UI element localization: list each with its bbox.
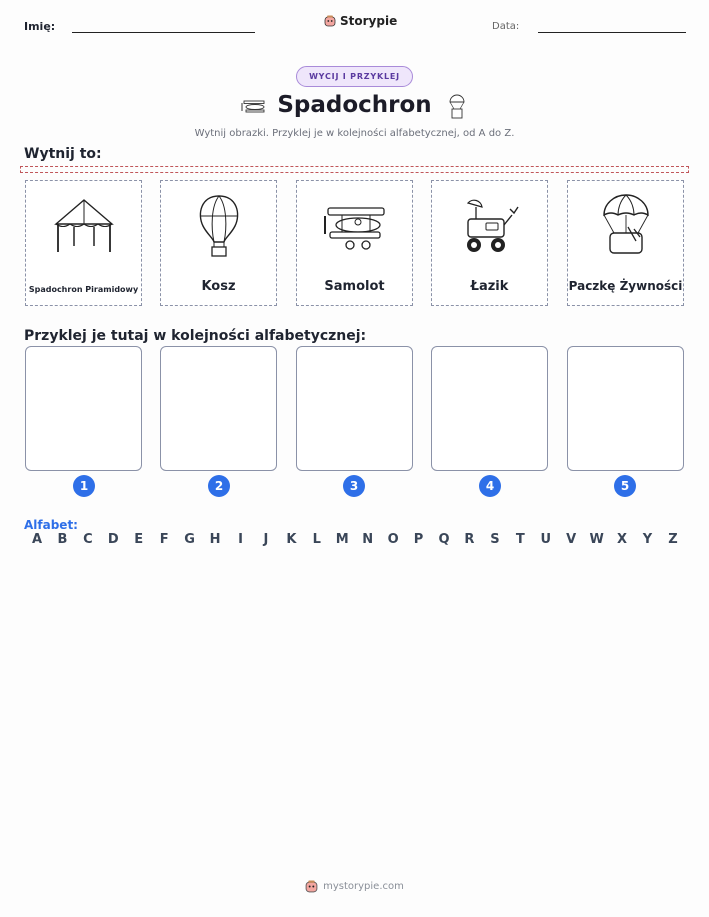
alphabet-letter: M [335, 532, 349, 547]
paste-slot[interactable] [431, 346, 548, 471]
alphabet-letter: C [83, 532, 93, 547]
slot-number-badge: 3 [343, 475, 365, 497]
slot-number-badge: 2 [208, 475, 230, 497]
storypie-mascot-icon [305, 880, 318, 893]
rover-icon [456, 193, 524, 257]
card-label: Kosz [201, 279, 236, 294]
alphabet-letter: K [286, 532, 297, 547]
alphabet-letter: U [540, 532, 552, 547]
cut-card[interactable] [567, 180, 684, 306]
alphabet-letter: W [589, 532, 604, 547]
alphabet-letter: J [263, 532, 269, 547]
card-label: Łazik [470, 279, 509, 294]
paste-slot[interactable] [25, 346, 142, 471]
cut-card[interactable] [296, 180, 413, 306]
parachute-crate-icon [598, 191, 654, 259]
alphabet-letter: L [312, 532, 321, 547]
cut-section-label: Wytnij to: [24, 146, 102, 162]
alphabet-letter: D [107, 532, 119, 547]
alphabet-letter: V [566, 532, 577, 547]
slot-number-badge: 1 [73, 475, 95, 497]
cut-card[interactable] [160, 180, 277, 306]
alphabet-letter: A [31, 532, 43, 547]
cut-line [20, 166, 689, 173]
alphabet-letter: Y [642, 532, 653, 547]
instructions: Wytnij obrazki. Przyklej je w kolejności alfabetycznej, od A do Z. [194, 128, 515, 139]
slot-number-badge: 5 [614, 475, 636, 497]
storypie-mascot-icon [324, 15, 336, 27]
date-line[interactable] [538, 32, 686, 33]
paste-section-label: Przyklej je tutaj w kolejności alfabetycznej: [24, 328, 367, 344]
paste-slot[interactable] [567, 346, 684, 471]
card-label: Paczkę Żywności [568, 279, 683, 293]
alphabet-letter: S [490, 532, 500, 547]
paste-slot[interactable] [296, 346, 413, 471]
cut-card[interactable] [25, 180, 142, 306]
alphabet-letter: I [238, 532, 243, 547]
alphabet-label: Alfabet: [24, 518, 78, 532]
date-label: Data: [492, 21, 520, 32]
card-label: Samolot [324, 279, 385, 294]
card-label: Spadochron Piramidowy [28, 285, 139, 294]
alphabet-letter: R [464, 532, 475, 547]
biplane-icon [322, 198, 388, 252]
alphabet-letter: N [362, 532, 374, 547]
alphabet-letter: H [209, 532, 221, 547]
alphabet-row [25, 532, 685, 547]
tent-icon [50, 194, 118, 256]
alphabet-letter: Z [668, 532, 678, 547]
hot-air-balloon-icon [191, 192, 247, 258]
activity-badge: WYCIJ I PRZYKLEJ [296, 66, 413, 87]
alphabet-letter: T [515, 532, 525, 547]
storypie-logo [324, 14, 397, 28]
alphabet-letter: E [134, 532, 144, 547]
alphabet-letter: G [184, 532, 195, 547]
alphabet-letter: P [413, 532, 424, 547]
name-line[interactable] [72, 32, 255, 33]
slot-number-badge: 4 [479, 475, 501, 497]
parachute-crate-icon [447, 92, 467, 120]
footer [0, 880, 709, 893]
footer-link[interactable]: mystorypie.com [323, 881, 404, 892]
alphabet-letter: X [617, 532, 628, 547]
logo-text: Storypie [340, 14, 398, 28]
page-title: Spadochron [277, 92, 432, 118]
name-label: Imię: [24, 20, 56, 33]
alphabet-letter: O [387, 532, 399, 547]
cut-card[interactable] [431, 180, 548, 306]
alphabet-letter: B [57, 532, 68, 547]
alphabet-letter: Q [438, 532, 450, 547]
paste-slot[interactable] [160, 346, 277, 471]
alphabet-letter: F [159, 532, 169, 547]
